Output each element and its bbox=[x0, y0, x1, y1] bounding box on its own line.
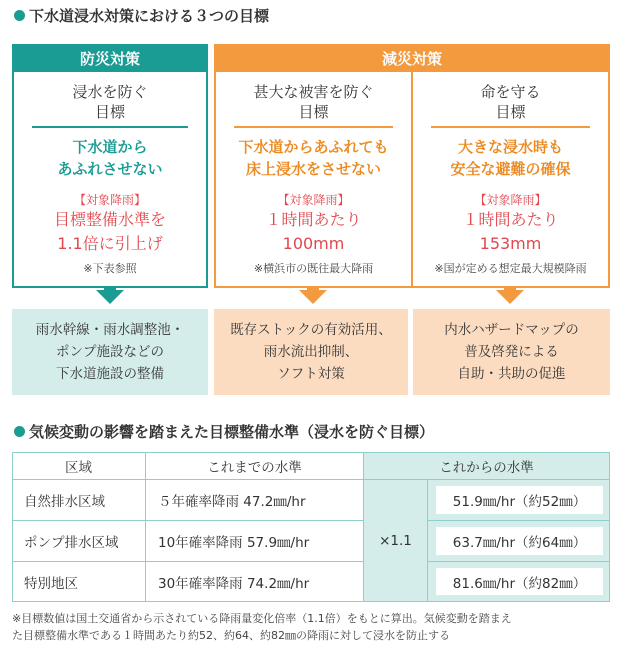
measure-box-existing-stock bbox=[214, 309, 408, 395]
table-cell-area: ポンプ排水区域 bbox=[12, 521, 146, 562]
headline-line: 下水道から bbox=[72, 138, 148, 156]
measure-line: 自助・共助の促進 bbox=[457, 366, 566, 382]
down-arrow-icon bbox=[96, 290, 124, 304]
target-line: １時間あたり bbox=[462, 210, 559, 229]
bullet-dot-icon bbox=[14, 426, 25, 437]
panel-goal bbox=[413, 82, 608, 122]
section-title-text: 気候変動の影響を踏まえた目標整備水準（浸水を防ぐ目標） bbox=[29, 423, 435, 441]
measure-line: ソフト対策 bbox=[277, 366, 345, 382]
measure-line: 既存ストックの有効活用、 bbox=[230, 322, 392, 338]
divider bbox=[234, 126, 393, 128]
divider bbox=[431, 126, 590, 128]
measure-line: ポンプ施設などの bbox=[56, 344, 164, 360]
headline-line: あふれさせない bbox=[57, 160, 163, 178]
target-value bbox=[216, 208, 411, 256]
table-multiplier: ×1.1 bbox=[364, 480, 428, 602]
table-cell-area: 特別地区 bbox=[12, 562, 146, 602]
panel-protect-lives bbox=[413, 72, 608, 286]
table-header-future: これからの水準 bbox=[364, 452, 610, 480]
table-cell-area: 自然排水区域 bbox=[12, 480, 146, 521]
panel-note: ※下表参照 bbox=[83, 262, 137, 275]
headline-line: 大きな浸水時も bbox=[457, 138, 563, 156]
headline-line: 安全な避難の確保 bbox=[450, 160, 571, 178]
target-value bbox=[14, 208, 206, 256]
table-cell-current: 30年確率降雨 74.2㎜/hr bbox=[146, 562, 364, 602]
footnote-line: ※目標数値は国土交通省から示されている降雨量変化倍率（1.1倍）をもとに算出。気候変動を踏まえ bbox=[12, 612, 512, 625]
table-cell-future-wrap bbox=[428, 562, 610, 602]
section-title-goals bbox=[14, 5, 269, 26]
down-arrow-icon bbox=[496, 290, 524, 304]
divider bbox=[32, 126, 188, 128]
panel-note: ※横浜市の既往最大降雨 bbox=[253, 262, 374, 275]
measure-line: 下水道施設の整備 bbox=[56, 366, 164, 382]
headline-line: 下水道からあふれても bbox=[238, 138, 389, 156]
table-cell-future-wrap bbox=[428, 480, 610, 521]
goal-line: 甚大な被害を防ぐ bbox=[253, 83, 374, 101]
section-title-text: 下水道浸水対策における３つの目標 bbox=[29, 7, 270, 25]
target-line: 1.1倍に引上げ bbox=[57, 234, 163, 253]
panel-prevent-flooding bbox=[14, 72, 206, 286]
footnote-line: た目標整備水準である１時間あたり約52、約64、約82㎜の降雨に対して浸水を防止する bbox=[12, 629, 450, 642]
target-value bbox=[413, 208, 608, 256]
measure-box-hazard-map bbox=[413, 309, 610, 395]
target-label: 【対象降雨】 bbox=[73, 193, 146, 207]
standards-table bbox=[12, 452, 610, 602]
panel-prevent-severe-damage bbox=[216, 72, 411, 286]
target-label: 【対象降雨】 bbox=[277, 193, 350, 207]
panel-headline bbox=[14, 136, 206, 180]
target-label: 【対象降雨】 bbox=[474, 193, 547, 207]
goal-line: 目標 bbox=[495, 103, 526, 121]
goal-line: 浸水を防ぐ bbox=[72, 83, 148, 101]
goal-line: 命を守る bbox=[480, 83, 541, 101]
table-cell-future-wrap bbox=[428, 521, 610, 562]
panel-headline bbox=[413, 136, 608, 180]
goal-line: 目標 bbox=[94, 103, 125, 121]
measure-line: 内水ハザードマップの bbox=[444, 322, 579, 338]
measure-box-facilities bbox=[12, 309, 208, 395]
down-arrow-icon bbox=[299, 290, 327, 304]
bullet-dot-icon bbox=[14, 10, 25, 21]
goal-line: 目標 bbox=[298, 103, 329, 121]
headline-line: 床上浸水をさせない bbox=[245, 160, 381, 178]
gensai-header: 減災対策 bbox=[214, 44, 610, 72]
target-line: 目標整備水準を bbox=[53, 210, 166, 229]
table-header-area: 区域 bbox=[12, 452, 146, 480]
measure-line: 雨水流出抑制、 bbox=[263, 344, 359, 360]
panel-note: ※国が定める想定最大規模降雨 bbox=[434, 262, 587, 275]
table-cell-future: 81.6㎜/hr（約82㎜） bbox=[436, 568, 603, 595]
table-cell-current: ５年確率降雨 47.2㎜/hr bbox=[146, 480, 364, 521]
target-line: １時間あたり bbox=[265, 210, 362, 229]
footnote bbox=[12, 610, 612, 644]
table-cell-future: 63.7㎜/hr（約64㎜） bbox=[436, 527, 603, 555]
panel-goal bbox=[216, 82, 411, 122]
target-line: 100mm bbox=[282, 234, 345, 253]
table-cell-current: 10年確率降雨 57.9㎜/hr bbox=[146, 521, 364, 562]
target-line: 153mm bbox=[479, 234, 542, 253]
panel-goal bbox=[14, 82, 206, 122]
section-title-standards bbox=[14, 421, 434, 442]
table-cell-future: 51.9㎜/hr（約52㎜） bbox=[436, 486, 603, 514]
measure-line: 普及啓発による bbox=[464, 344, 559, 360]
measure-line: 雨水幹線・雨水調整池・ bbox=[35, 322, 185, 338]
bousai-header: 防災対策 bbox=[12, 44, 208, 72]
table-header-current: これまでの水準 bbox=[146, 452, 364, 480]
panel-headline bbox=[216, 136, 411, 180]
